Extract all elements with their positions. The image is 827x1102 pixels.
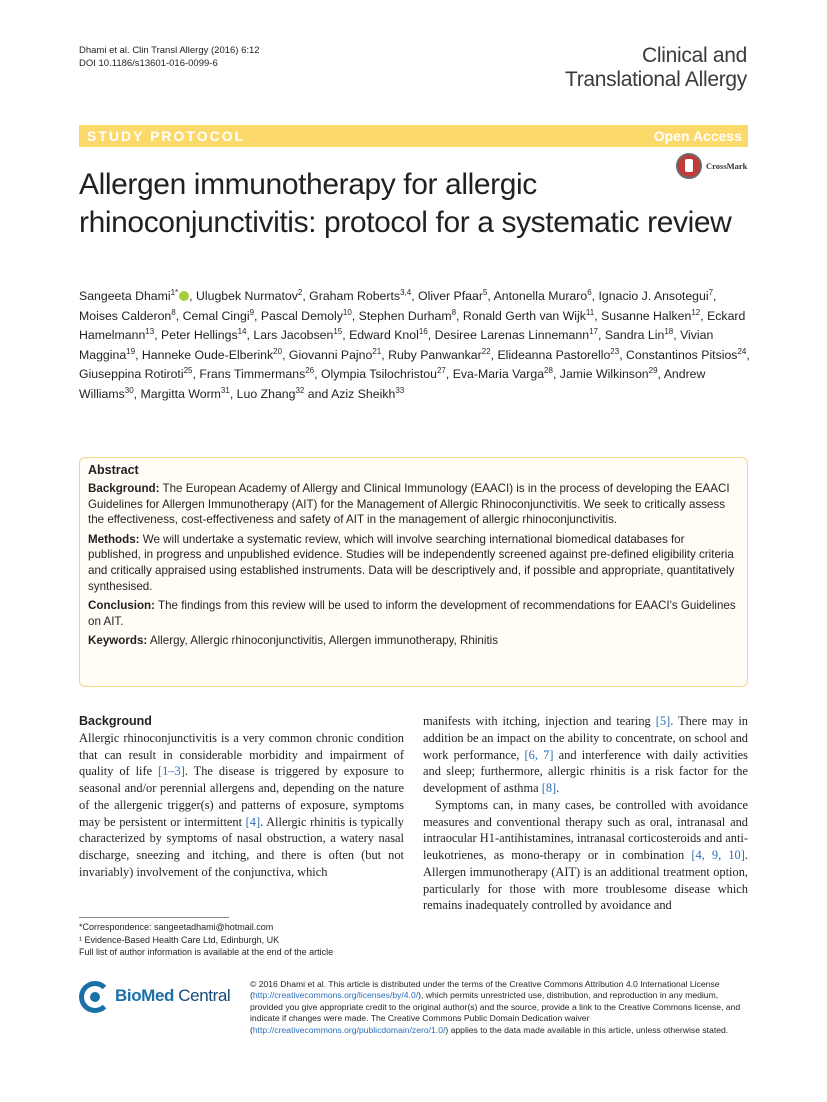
author-affiliation-sup: 21 xyxy=(372,346,382,356)
abstract-conclusion-text: The findings from this review will be used to inform the development of recommendations for EAACI's Guidelines on AIT. xyxy=(88,599,736,628)
body-column-left xyxy=(79,713,404,881)
body-text: Symptoms can, in many cases, be controlled with avoidance measures and conventional therapy such as oral, intranasal and intraocular H1-antihistamines, intranasal corticosteroids and anti-leukotrienes, as mono-therapy or in combination xyxy=(423,797,748,862)
abstract-keywords-text: Allergy, Allergic rhinoconjunctivitis, Allergen immunotherapy, Rhinitis xyxy=(149,634,499,648)
citation-link[interactable]: [1–3] xyxy=(158,764,185,779)
author-affiliation-sup: 26 xyxy=(305,365,315,375)
author-name: Andrew Williams xyxy=(79,367,706,401)
body-column-right xyxy=(423,713,748,914)
author-name: Ruby Panwankar xyxy=(388,347,482,362)
author-affiliation-sup: 14 xyxy=(237,326,247,336)
publisher-name xyxy=(115,986,230,1006)
author-affiliation-sup: 29 xyxy=(648,365,658,375)
author-affiliation-sup: 18 xyxy=(664,326,674,336)
author-name: Eckard Hamelmann xyxy=(79,308,746,342)
citation-link[interactable]: [4] xyxy=(245,814,261,829)
author-name: Peter Hellings xyxy=(161,328,238,342)
journal-name-line2: Translational Allergy xyxy=(564,68,747,91)
author-affiliation-sup: 20 xyxy=(273,346,283,356)
author-affiliation-sup: 9 xyxy=(249,307,255,317)
article-title: Allergen immunotherapy for allergic rhinoconjunctivitis: protocol for a systematic review xyxy=(79,168,732,239)
author-name: Luo Zhang xyxy=(236,386,296,401)
author-name: Frans Timmermans xyxy=(199,367,306,381)
article-type-banner xyxy=(79,125,748,147)
author-name: Ulugbek Nurmatov xyxy=(196,289,298,303)
license-link[interactable]: http://creativecommons.org/publicdomain/zero/1.0/ xyxy=(252,1024,446,1035)
abstract-conclusion-label: Conclusion: xyxy=(88,599,155,613)
author-name: Hanneke Oude-Elberink xyxy=(141,347,274,362)
journal-name-line1: Clinical and xyxy=(642,44,747,67)
abstract-heading: Abstract xyxy=(88,463,139,477)
publisher-name-a: BioMed xyxy=(115,986,174,1005)
publisher-name-b: Central xyxy=(173,986,231,1005)
body-text: and interference with daily activities and sleep; furthermore, allergic rhinitis is a risk factor for the development of asthma xyxy=(423,747,748,795)
author-name: Ignacio J. Ansotegui xyxy=(598,289,709,303)
author-name: Desiree Larenas Linnemann xyxy=(434,328,590,342)
author-affiliation-sup: 28 xyxy=(544,365,553,375)
open-access-label: Open Access xyxy=(653,128,742,144)
body-text: . Allergic rhinitis is typically characterized by symptoms of nasal obstruction, a watery nasal discharge, sneezing and itching, and there is often (but not invariably) involvement of the conjunctiva, which xyxy=(79,814,404,879)
citation-link[interactable]: [6, 7] xyxy=(524,747,554,762)
author-name: Giovanni Pajno xyxy=(288,347,373,362)
author-affiliation-sup: 1* xyxy=(170,287,179,297)
license-text: ), which permits unrestricted use, distribution, and reproduction in any medium, provided you give appropriate credit to the original author(s) and the source, provide a link to the Creative Commons license, and indicate if changes were made. The Creative Commons Public Domain Dedication waiver ( xyxy=(250,990,741,1035)
author-name: Giuseppina Rotiroti xyxy=(79,367,184,381)
abstract-background-text: The European Academy of Allergy and Clinical Immunology (EAACI) is in the process of developing the EAACI Guidelines for Allergen Immunotherapy (AIT) for the Management of Allergic Rhinoconjunctivitis. We seek to critically assess the effectiveness, cost-effectiveness and safety of AIT in the management of allergic rhinoconjunctivitis. xyxy=(88,482,730,527)
author-affiliation-sup: 25 xyxy=(183,365,193,375)
correspondence-note: *Correspondence: sangeetadhami@hotmail.com xyxy=(79,922,274,932)
author-affiliation-sup: 13 xyxy=(145,326,155,336)
crossmark-label: CrossMark xyxy=(706,161,748,171)
author-affiliation-sup: 12 xyxy=(691,307,701,317)
body-paragraph xyxy=(79,730,404,881)
author-name: Margitta Worm xyxy=(140,386,221,401)
footnote-divider xyxy=(79,917,229,918)
license-text: © 2016 Dhami et al. This article is distributed under the terms of the Creative Commons Attribution 4.0 International License ( xyxy=(250,979,720,1001)
author-name: Moises Calderon xyxy=(79,308,172,323)
body-text: Allergic rhinoconjunctivitis is a very common chronic condition that can result in considerable morbidity and impairment of quality of life xyxy=(79,730,404,779)
author-name: Vivian Maggina xyxy=(79,328,714,362)
author-affiliation-sup: 31 xyxy=(220,385,230,395)
license-statement xyxy=(250,979,750,1036)
author-affiliation-sup: 27 xyxy=(436,365,446,375)
author-affiliation-sup: 7 xyxy=(708,287,714,297)
author-affiliation-sup: 6 xyxy=(587,287,592,297)
citation xyxy=(79,44,260,70)
author-affiliation-sup: 22 xyxy=(481,346,491,356)
author-affiliation-sup: 23 xyxy=(610,346,620,356)
author-name: Ronald Gerth van Wijk xyxy=(462,308,586,323)
footnotes xyxy=(79,921,404,959)
author-name: Aziz Sheikh xyxy=(331,386,396,401)
license-link[interactable]: http://creativecommons.org/licenses/by/4.0/ xyxy=(252,990,419,1001)
body-text: manifests with itching, injection and tearing xyxy=(423,714,656,728)
license-text: ) applies to the data made available in this article, unless otherwise stated. xyxy=(445,1024,729,1035)
orcid-icon[interactable] xyxy=(179,291,189,301)
author-affiliation-sup: 15 xyxy=(333,326,343,336)
author-name: Edward Knol xyxy=(349,328,419,342)
abstract-methods-text: We will undertake a systematic review, which will involve searching international biomedical databases for published, in progress and unpublished evidence. Studies will be independently screened against pre-defined eligibility criteria and critically appraised using established instruments. Data will be descriptively and, if possible and appropriate, quantitatively synthesised. xyxy=(88,532,735,593)
biomed-central-icon xyxy=(79,981,111,1013)
author-affiliation-sup: 24 xyxy=(737,346,747,356)
body-paragraph xyxy=(423,797,748,914)
author-name: Stephen Durham xyxy=(358,308,452,323)
author-affiliation-sup: 3,4 xyxy=(400,287,412,297)
publisher-logo[interactable] xyxy=(79,981,239,1017)
author-name: Olympia Tsilochristou xyxy=(320,367,437,381)
body-text: . There may in addition be an impact on the ability to concentrate, on school and work performance, xyxy=(423,714,748,762)
abstract-conclusion xyxy=(88,598,737,629)
author-affiliation-sup: 8 xyxy=(451,307,457,317)
citation-journal: Dhami et al. Clin Transl Allergy (2016) 6:12 xyxy=(79,45,260,56)
author-name: Pascal Demoly xyxy=(260,308,343,323)
author-name: Sandra Lin xyxy=(604,328,665,342)
affiliation-note: ¹ Evidence-Based Health Care Ltd, Edinburgh, UK xyxy=(79,934,280,945)
author-name: Sangeeta Dhami xyxy=(79,289,171,303)
abstract-keywords-label: Keywords: xyxy=(88,634,148,648)
author-name: Oliver Pfaar xyxy=(418,289,483,303)
author-name: Lars Jacobsen xyxy=(253,328,334,342)
abstract-methods xyxy=(88,532,737,594)
author-affiliation-sup: 11 xyxy=(585,307,595,317)
body-text: . The disease is triggered by exposure to seasonal and/or perennial allergens and, depending on the nature of the allergenic trigger(s) and patterns of exposure, symptoms may be persistent or intermittent xyxy=(79,764,404,829)
author-affiliation-sup: 10 xyxy=(342,307,352,317)
citation-link[interactable]: [4, 9, 10] xyxy=(691,848,745,862)
author-name: Susanne Halken xyxy=(601,308,692,323)
article-type: STUDY PROTOCOL xyxy=(87,128,246,144)
author-affiliation-sup: 30 xyxy=(124,385,134,395)
author-name: Jamie Wilkinson xyxy=(559,367,649,381)
author-affiliation-sup: 5 xyxy=(482,287,488,297)
author-name: Antonella Muraro xyxy=(493,289,588,303)
author-name: Eva-Maria Varga xyxy=(452,367,545,381)
body-paragraph xyxy=(423,713,748,797)
body-text: . Allergen immunotherapy (AIT) is an additional treatment option, particularly for those with more troublesome disease which remains inadequately controlled by avoidance and xyxy=(423,848,748,913)
abstract-box xyxy=(79,457,748,687)
abstract-background xyxy=(88,481,737,528)
author-name: Constantinos Pitsios xyxy=(626,347,738,362)
abstract-methods-label: Methods: xyxy=(88,532,140,546)
author-affiliation-sup: 2 xyxy=(297,287,303,297)
doi[interactable]: DOI 10.1186/s13601-016-0099-6 xyxy=(79,58,218,69)
journal-name xyxy=(565,44,747,92)
author-info-note: Full list of author information is available at the end of the article xyxy=(79,947,334,957)
author-name: Graham Roberts xyxy=(309,289,401,303)
section-heading-background: Background xyxy=(79,714,152,728)
author-affiliation-sup: 33 xyxy=(395,385,405,395)
author-affiliation-sup: 16 xyxy=(418,326,428,336)
author-name: Cemal Cingi xyxy=(182,308,250,323)
author-affiliation-sup: 8 xyxy=(171,307,176,317)
author-affiliation-sup: 32 xyxy=(295,385,305,395)
author-affiliation-sup: 19 xyxy=(126,346,136,356)
abstract-keywords xyxy=(88,633,737,649)
author-name: Elideanna Pastorello xyxy=(497,347,611,362)
citation-link[interactable]: [5] xyxy=(655,714,671,728)
author-list: Sangeeta Dhami$^{1*}$ , Ulugbek Nurmatov$^2$, Graham Roberts$^{3,4}$, Oliver Pfaar$^5$, Antonella Muraro$^6$, Ignacio J. Ansotegui$^7$, Moises Calderon$^8$, Cemal Cingi$^9$, Pascal Demoly$^{10}$, Stephen Durham$^8$, Ronald Gerth van Wijk$^{11}$, Susanne Halken$^{12}$, Eckard Hamelmann$^{13}$, Peter Hellings$^{14}$, Lars Jacobsen$^{15}$, Edward Knol$^{16}$, Desiree Larenas Linnemann$^{17}$, Sandra Lin$^{18}$, Vivian Maggina$^{19}$, Hanneke Oude-Elberink$^{20}$, Giovanni Pajno$^{21}$, Ruby Panwankar$^{22}$, Elideanna Pastorello$^{23}$, Constantinos Pitsios$^{24}$, Giuseppina Rotiroti$^{25}$, Frans Timmermans$^{26}$, Olympia Tsilochristou$^{27}$, Eva-Maria Varga$^{28}$, Jamie Wilkinson$^{29}$, Andrew Williams$^{30}$, Margitta Worm$^{31}$, Luo Zhang$^{32}$ and Aziz Sheikh$^{33}$ xyxy=(79,287,750,401)
citation-link[interactable]: [8] xyxy=(541,781,557,795)
abstract-background-label: Background: xyxy=(88,482,160,495)
author-affiliation-sup: 17 xyxy=(589,326,598,336)
body-text: . xyxy=(556,781,560,795)
